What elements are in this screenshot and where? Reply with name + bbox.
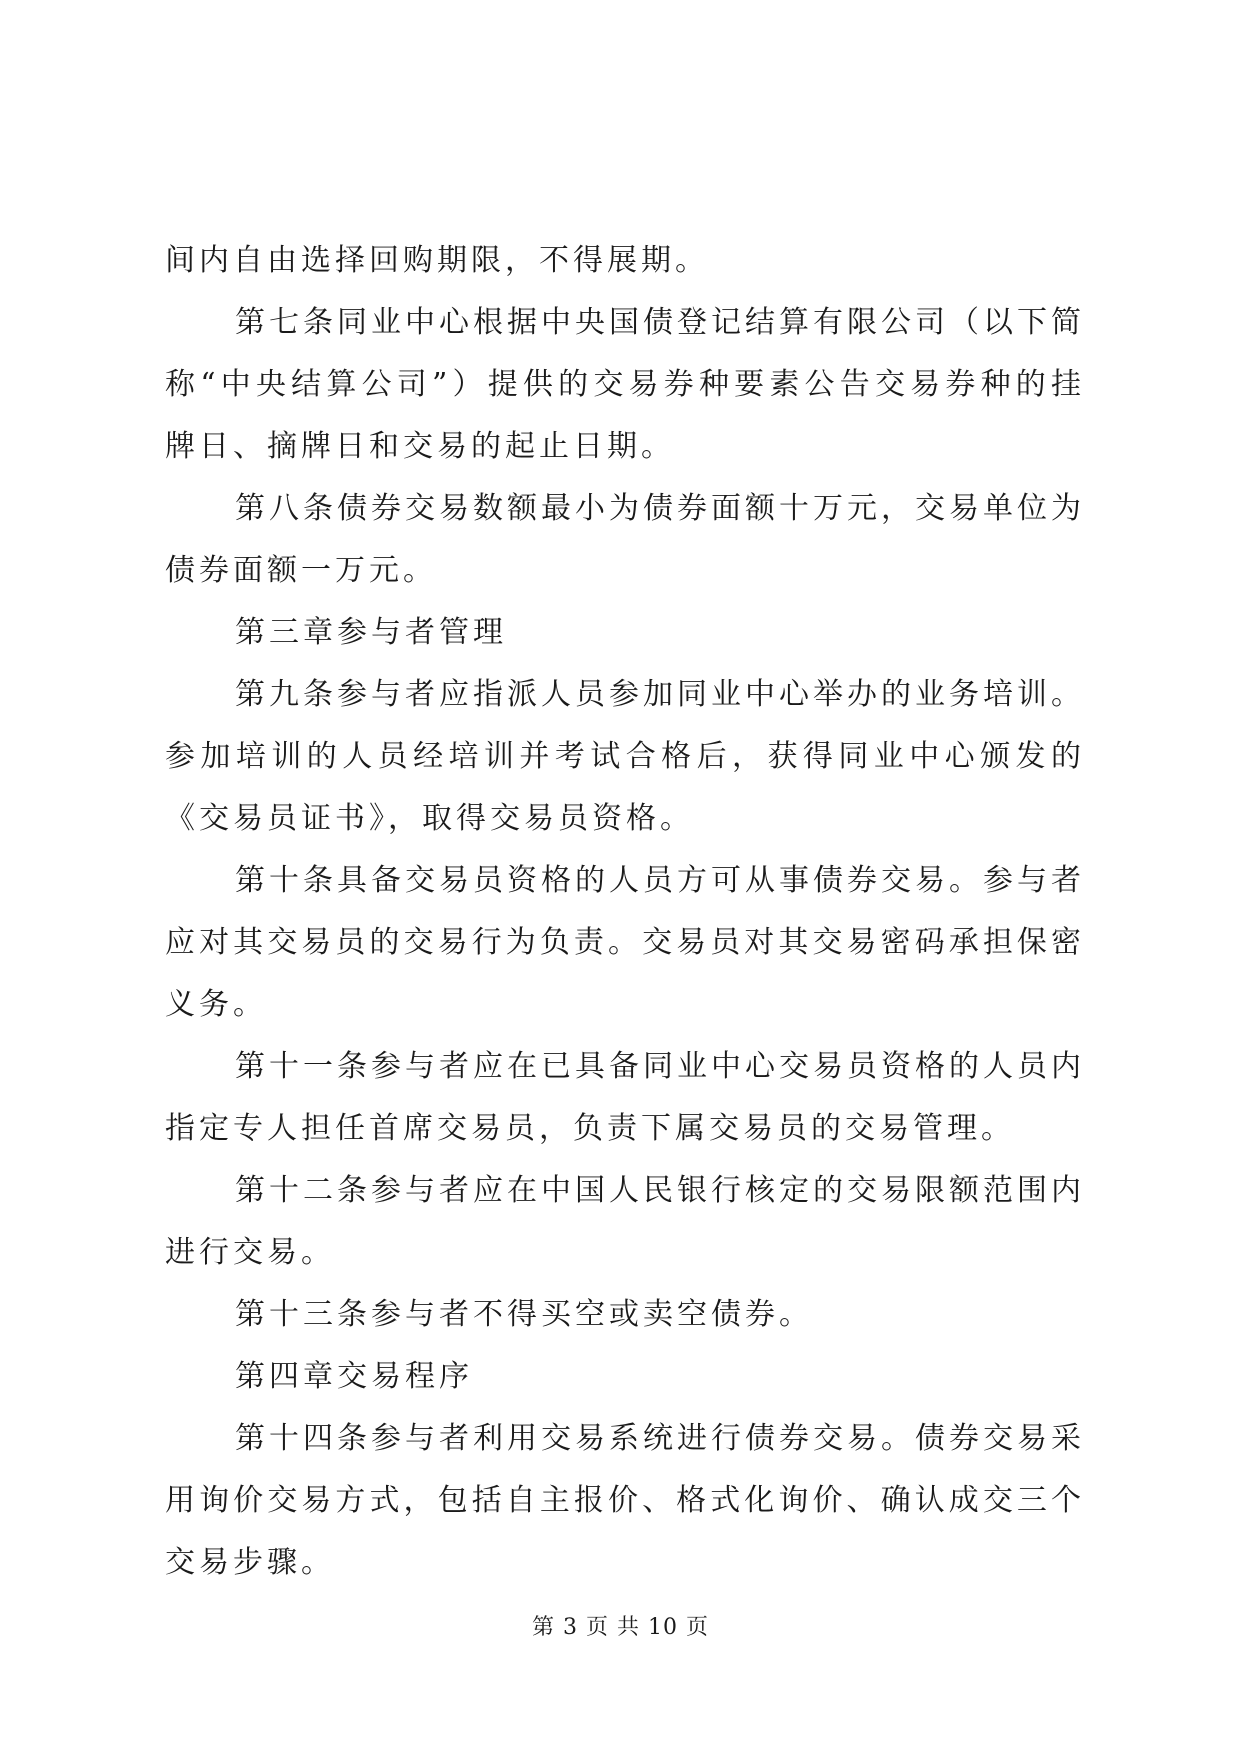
- paragraph-article-11: 第十一条参与者应在已具备同业中心交易员资格的人员内指定专人担任首席交易员，负责下属交易员的交易管理。: [165, 1049, 1085, 1146]
- paragraph-article-7: 第七条同业中心根据中央国债登记结算有限公司（以下简称“中央结算公司”）提供的交易券种要素公告交易券种的挂牌日、摘牌日和交易的起止日期。: [165, 305, 1085, 464]
- paragraph-article-14: 第十四条参与者利用交易系统进行债券交易。债券交易采用询价交易方式，包括自主报价、格式化询价、确认成交三个交易步骤。: [165, 1421, 1085, 1580]
- paragraph-article-8: 第八条债券交易数额最小为债券面额十万元，交易单位为债券面额一万元。: [165, 491, 1085, 588]
- paragraph-continuation: 间内自由选择回购期限，不得展期。: [165, 243, 709, 278]
- paragraph-article-9: 第九条参与者应指派人员参加同业中心举办的业务培训。参加培训的人员经培训并考试合格后，获得同业中心颁发的《交易员证书》，取得交易员资格。: [165, 677, 1085, 836]
- paragraph-article-12: 第十二条参与者应在中国人民银行核定的交易限额范围内进行交易。: [165, 1173, 1085, 1270]
- chapter-heading-4: 第四章交易程序: [235, 1359, 473, 1394]
- page-number-footer: 第 3 页 共 10 页: [532, 1615, 709, 1640]
- chapter-heading-3: 第三章参与者管理: [235, 615, 507, 650]
- document-body: [165, 230, 1085, 1594]
- paragraph-article-10: 第十条具备交易员资格的人员方可从事债券交易。参与者应对其交易员的交易行为负责。交易员对其交易密码承担保密义务。: [165, 863, 1085, 1022]
- paragraph-article-13: 第十三条参与者不得买空或卖空债券。: [235, 1297, 813, 1332]
